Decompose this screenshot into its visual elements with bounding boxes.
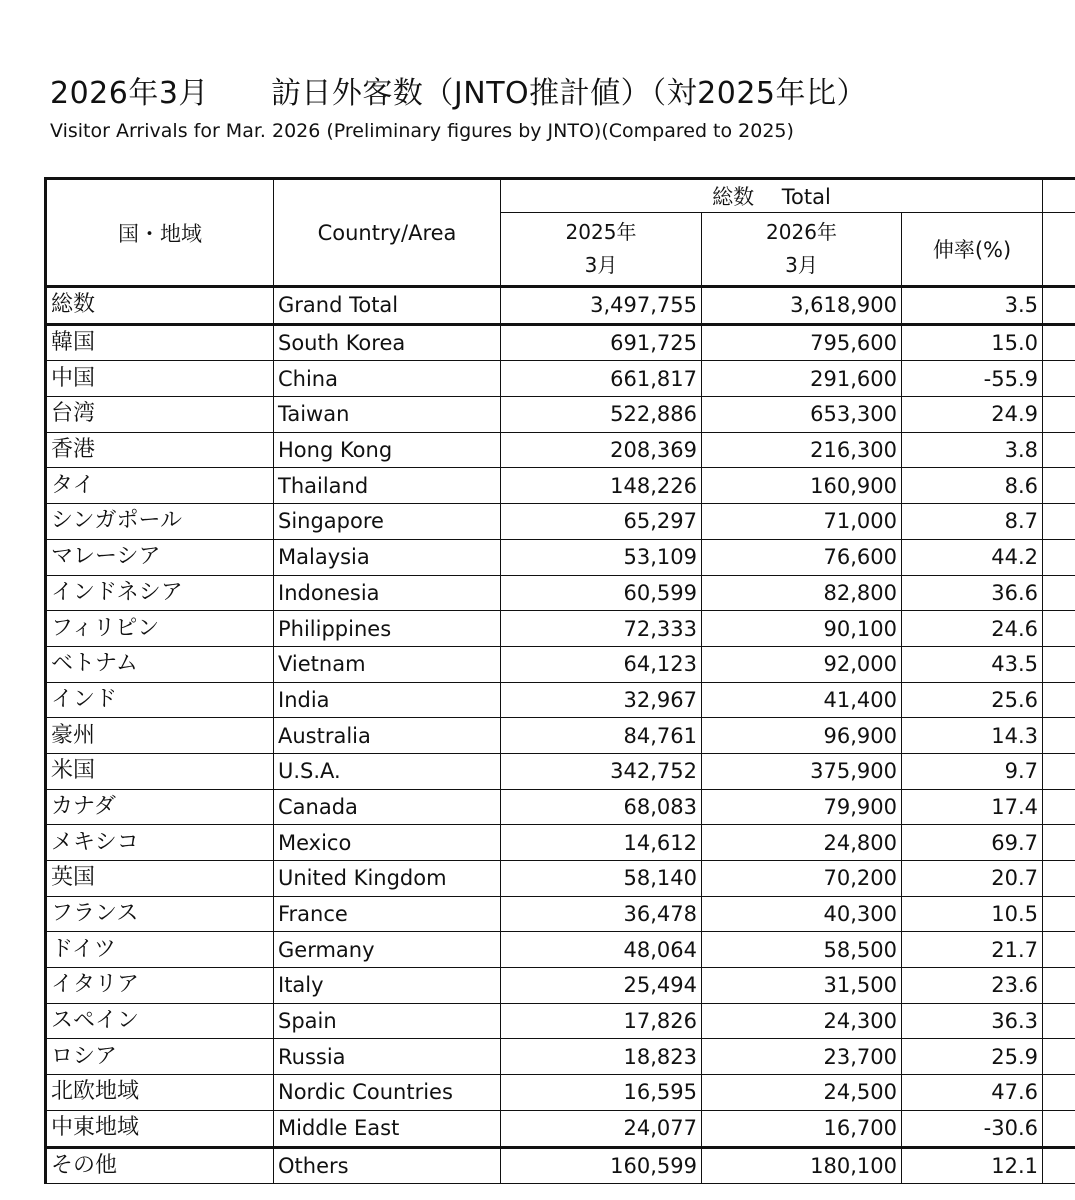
cell-next-column — [1043, 1147, 1075, 1184]
title-main: 訪日外客数（JNTO推計値）（対2025年比） — [270, 76, 868, 111]
cell-country-jp: 総数 — [46, 287, 274, 325]
cell-next-column — [1043, 753, 1075, 789]
cell-country-jp: イタリア — [46, 968, 274, 1004]
cell-country-en: United Kingdom — [274, 861, 501, 897]
header-2025-mar — [501, 213, 702, 287]
cell-2025-value: 24,077 — [501, 1110, 702, 1147]
cell-country-jp: スペイン — [46, 1003, 274, 1039]
cell-country-jp: 英国 — [46, 861, 274, 897]
table-row — [46, 896, 1075, 932]
cell-country-jp: カナダ — [46, 789, 274, 825]
cell-next-column — [1043, 539, 1075, 575]
table-row — [46, 397, 1075, 433]
cell-2026-value: 92,000 — [702, 646, 902, 682]
header-2026-mar — [702, 213, 902, 287]
cell-2025-value: 53,109 — [501, 539, 702, 575]
cell-next-column — [1043, 718, 1075, 754]
cell-next-column — [1043, 432, 1075, 468]
cell-2026-value: 291,600 — [702, 361, 902, 397]
arrivals-table — [44, 177, 1075, 1184]
cell-country-jp: インド — [46, 682, 274, 718]
cell-growth-rate: 15.0 — [902, 324, 1043, 361]
cell-country-en: Spain — [274, 1003, 501, 1039]
cell-2026-value: 160,900 — [702, 468, 902, 504]
cell-country-en: Nordic Countries — [274, 1075, 501, 1111]
cell-growth-rate: 24.6 — [902, 611, 1043, 647]
table-row — [46, 611, 1075, 647]
cell-country-en: Taiwan — [274, 397, 501, 433]
cell-growth-rate: 25.6 — [902, 682, 1043, 718]
table-row — [46, 861, 1075, 897]
cell-growth-rate: 14.3 — [902, 718, 1043, 754]
header-next-column — [1043, 179, 1075, 213]
cell-growth-rate: 20.7 — [902, 861, 1043, 897]
cell-2026-value: 180,100 — [702, 1147, 902, 1184]
cell-country-jp: 中東地域 — [46, 1110, 274, 1147]
table-row — [46, 932, 1075, 968]
cell-growth-rate: 9.7 — [902, 753, 1043, 789]
cell-next-column — [1043, 287, 1075, 325]
cell-2026-value: 58,500 — [702, 932, 902, 968]
cell-2026-value: 76,600 — [702, 539, 902, 575]
cell-2025-value: 60,599 — [501, 575, 702, 611]
table-row — [46, 575, 1075, 611]
cell-2025-value: 48,064 — [501, 932, 702, 968]
cell-country-en: Russia — [274, 1039, 501, 1075]
cell-growth-rate: 21.7 — [902, 932, 1043, 968]
cell-next-column — [1043, 932, 1075, 968]
cell-country-jp: インドネシア — [46, 575, 274, 611]
cell-next-column — [1043, 896, 1075, 932]
cell-2025-value: 25,494 — [501, 968, 702, 1004]
cell-2025-value: 148,226 — [501, 468, 702, 504]
cell-next-column — [1043, 1039, 1075, 1075]
cell-next-column — [1043, 397, 1075, 433]
cell-2026-value: 41,400 — [702, 682, 902, 718]
cell-country-en: China — [274, 361, 501, 397]
cell-country-jp: ドイツ — [46, 932, 274, 968]
cell-next-column — [1043, 825, 1075, 861]
cell-country-jp: 米国 — [46, 753, 274, 789]
cell-country-en: Thailand — [274, 468, 501, 504]
table-row — [46, 789, 1075, 825]
table-row — [46, 1075, 1075, 1111]
table-row — [46, 1110, 1075, 1147]
table-row — [46, 504, 1075, 540]
cell-country-en: Grand Total — [274, 287, 501, 325]
cell-country-en: South Korea — [274, 324, 501, 361]
table-row — [46, 287, 1075, 325]
cell-country-en: Philippines — [274, 611, 501, 647]
header-growth-rate: 伸率(%) — [902, 213, 1043, 287]
cell-country-jp: 韓国 — [46, 324, 274, 361]
cell-next-column — [1043, 468, 1075, 504]
cell-country-jp: タイ — [46, 468, 274, 504]
cell-country-en: Germany — [274, 932, 501, 968]
cell-2025-value: 522,886 — [501, 397, 702, 433]
table-row — [46, 1003, 1075, 1039]
cell-growth-rate: 8.7 — [902, 504, 1043, 540]
cell-growth-rate: 25.9 — [902, 1039, 1043, 1075]
title-date: 2026年3月 — [50, 76, 209, 111]
cell-country-jp: ロシア — [46, 1039, 274, 1075]
cell-country-en: Hong Kong — [274, 432, 501, 468]
table-row — [46, 1039, 1075, 1075]
table-row — [46, 324, 1075, 361]
cell-2025-value: 32,967 — [501, 682, 702, 718]
cell-next-column — [1043, 1003, 1075, 1039]
table-row — [46, 468, 1075, 504]
cell-2026-value: 24,800 — [702, 825, 902, 861]
cell-next-column — [1043, 361, 1075, 397]
cell-country-en: U.S.A. — [274, 753, 501, 789]
header-next-sub — [1043, 213, 1075, 287]
cell-country-en: India — [274, 682, 501, 718]
header-country-en: Country/Area — [274, 179, 501, 287]
table-row — [46, 753, 1075, 789]
cell-next-column — [1043, 504, 1075, 540]
cell-next-column — [1043, 1110, 1075, 1147]
cell-2026-value: 90,100 — [702, 611, 902, 647]
cell-country-en: Middle East — [274, 1110, 501, 1147]
cell-2025-value: 58,140 — [501, 861, 702, 897]
cell-2025-value: 68,083 — [501, 789, 702, 825]
cell-2025-value: 14,612 — [501, 825, 702, 861]
cell-country-en: Indonesia — [274, 575, 501, 611]
cell-growth-rate: -30.6 — [902, 1110, 1043, 1147]
cell-2025-value: 16,595 — [501, 1075, 702, 1111]
table-row — [46, 682, 1075, 718]
table-row — [46, 825, 1075, 861]
cell-2025-value: 18,823 — [501, 1039, 702, 1075]
cell-2026-value: 70,200 — [702, 861, 902, 897]
cell-2026-value: 16,700 — [702, 1110, 902, 1147]
cell-country-en: Mexico — [274, 825, 501, 861]
page-title — [50, 74, 867, 114]
cell-2026-value: 71,000 — [702, 504, 902, 540]
cell-2025-value: 72,333 — [501, 611, 702, 647]
cell-growth-rate: 23.6 — [902, 968, 1043, 1004]
cell-growth-rate: 43.5 — [902, 646, 1043, 682]
cell-growth-rate: 10.5 — [902, 896, 1043, 932]
cell-country-jp: 豪州 — [46, 718, 274, 754]
cell-country-jp: その他 — [46, 1147, 274, 1184]
cell-2025-value: 36,478 — [501, 896, 702, 932]
cell-2025-value: 3,497,755 — [501, 287, 702, 325]
cell-2025-value: 64,123 — [501, 646, 702, 682]
header-2025-year: 2025年 — [565, 220, 637, 244]
table-row — [46, 432, 1075, 468]
cell-2026-value: 24,500 — [702, 1075, 902, 1111]
cell-growth-rate: 36.6 — [902, 575, 1043, 611]
cell-country-en: Malaysia — [274, 539, 501, 575]
cell-2026-value: 3,618,900 — [702, 287, 902, 325]
cell-2025-value: 160,599 — [501, 1147, 702, 1184]
table-row — [46, 718, 1075, 754]
header-total-group: 総数 Total — [501, 179, 1043, 213]
header-2026-year: 2026年 — [766, 220, 837, 244]
cell-country-en: France — [274, 896, 501, 932]
cell-country-jp: フランス — [46, 896, 274, 932]
cell-country-en: Singapore — [274, 504, 501, 540]
cell-growth-rate: 69.7 — [902, 825, 1043, 861]
table-row — [46, 361, 1075, 397]
cell-2025-value: 661,817 — [501, 361, 702, 397]
cell-2026-value: 24,300 — [702, 1003, 902, 1039]
cell-2026-value: 375,900 — [702, 753, 902, 789]
cell-next-column — [1043, 789, 1075, 825]
cell-next-column — [1043, 968, 1075, 1004]
cell-growth-rate: 44.2 — [902, 539, 1043, 575]
cell-country-jp: 香港 — [46, 432, 274, 468]
cell-next-column — [1043, 575, 1075, 611]
cell-country-en: Canada — [274, 789, 501, 825]
cell-2025-value: 691,725 — [501, 324, 702, 361]
cell-country-en: Australia — [274, 718, 501, 754]
cell-2026-value: 82,800 — [702, 575, 902, 611]
cell-country-jp: メキシコ — [46, 825, 274, 861]
cell-2026-value: 40,300 — [702, 896, 902, 932]
cell-growth-rate: 24.9 — [902, 397, 1043, 433]
cell-2026-value: 653,300 — [702, 397, 902, 433]
header-2025-month: 3月 — [584, 253, 618, 277]
cell-next-column — [1043, 324, 1075, 361]
cell-country-jp: ベトナム — [46, 646, 274, 682]
cell-2026-value: 216,300 — [702, 432, 902, 468]
cell-2026-value: 23,700 — [702, 1039, 902, 1075]
cell-growth-rate: -55.9 — [902, 361, 1043, 397]
cell-2025-value: 65,297 — [501, 504, 702, 540]
cell-growth-rate: 47.6 — [902, 1075, 1043, 1111]
cell-growth-rate: 8.6 — [902, 468, 1043, 504]
header-2026-month: 3月 — [785, 253, 818, 277]
cell-next-column — [1043, 861, 1075, 897]
cell-2026-value: 31,500 — [702, 968, 902, 1004]
header-country-jp: 国・地域 — [46, 179, 274, 287]
table-row — [46, 968, 1075, 1004]
cell-next-column — [1043, 1075, 1075, 1111]
cell-2026-value: 795,600 — [702, 324, 902, 361]
table-row — [46, 646, 1075, 682]
cell-growth-rate: 12.1 — [902, 1147, 1043, 1184]
cell-2025-value: 84,761 — [501, 718, 702, 754]
table-row — [46, 1147, 1075, 1184]
cell-growth-rate: 17.4 — [902, 789, 1043, 825]
cell-next-column — [1043, 611, 1075, 647]
table-row — [46, 539, 1075, 575]
cell-country-jp: 中国 — [46, 361, 274, 397]
cell-country-jp: シンガポール — [46, 504, 274, 540]
cell-growth-rate: 3.8 — [902, 432, 1043, 468]
cell-country-jp: 北欧地域 — [46, 1075, 274, 1111]
cell-country-jp: フィリピン — [46, 611, 274, 647]
cell-next-column — [1043, 646, 1075, 682]
cell-2025-value: 17,826 — [501, 1003, 702, 1039]
page-subtitle: Visitor Arrivals for Mar. 2026 (Preliminary figures by JNTO)(Compared to 2025) — [50, 120, 794, 142]
cell-2025-value: 208,369 — [501, 432, 702, 468]
cell-country-en: Others — [274, 1147, 501, 1184]
cell-country-en: Italy — [274, 968, 501, 1004]
cell-growth-rate: 3.5 — [902, 287, 1043, 325]
cell-2026-value: 96,900 — [702, 718, 902, 754]
cell-2025-value: 342,752 — [501, 753, 702, 789]
cell-growth-rate: 36.3 — [902, 1003, 1043, 1039]
cell-next-column — [1043, 682, 1075, 718]
cell-country-jp: マレーシア — [46, 539, 274, 575]
cell-country-jp: 台湾 — [46, 397, 274, 433]
cell-2026-value: 79,900 — [702, 789, 902, 825]
cell-country-en: Vietnam — [274, 646, 501, 682]
